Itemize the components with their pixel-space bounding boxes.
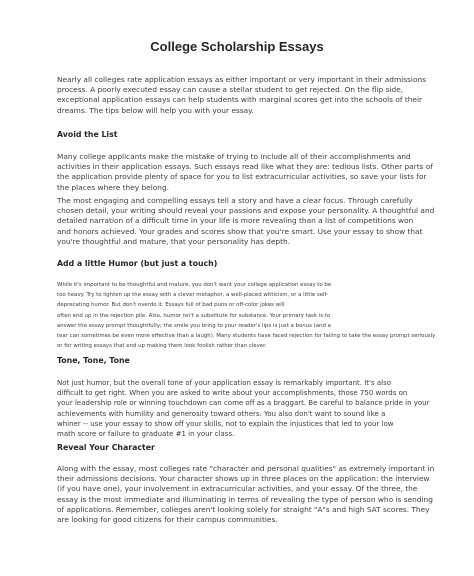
document-title: College Scholarship Essays [150, 39, 324, 54]
section-heading-tone: Tone, Tone, Tone [57, 356, 130, 365]
section-heading-humor: Add a little Humor (but just a touch) [57, 259, 218, 268]
avoid-list-paragraph-2: The most engaging and compelling essays tell a story and have a clear focus. Through carefully chosen detail, your writing should reveal your passions and expose your personality. A thoughtful and detailed narration of a difficult time in your life is more revealing than a list of competitions won and honors achieved. Your grades and scores show that you're smart. Use your essay to show that you're thoughtful and mature, that your personality has depth. [57, 196, 435, 246]
humor-paragraph: While it's important to be thoughtful and mature, you don't want your college application essay to be too heavy. Try to lighten up the essay with a clever metaphor, a well-placed witticism, or a little self- deprecating humor. But don't overdo it. Essays full of bad puns or off-color jokes will often end up in the rejection pile. Also, humor isn't a substitute for substance. Your primary task is to answer the essay prompt thoughtfully; the smile you bring to your reader's lips is just a bonus (and a tear can sometimes be even more effective than a laugh). Many students have faced rejection for failing to take the essay prompt seriously or for writing essays that end up making them look foolish rather than clever. [57, 282, 436, 350]
character-paragraph: Along with the essay, most colleges rate "character and personal qualities" as extremely important in their admissions decisions. Your character shows up in three places on the application: the interview (if you have one), your involvement in extracurricular activities, and your essay. Of the three, the essay is the most immediate and illuminating in terms of revealing the type of person who is sending of applications. Remember, colleges aren't looking solely for straight "A"s and high SAT scores. They are looking for good citizens for their campus communities. [57, 464, 435, 525]
avoid-list-paragraph-1: Many college applicants make the mistake of trying to include all of their accomplishments and activities in their application essays. Such essays read like what they are: tedious lists. Other parts of the application provide plenty of space for you to list extracurricular activities, so save your lists for the places where they belong. [57, 152, 433, 192]
intro-paragraph: Nearly all colleges rate application essays as either important or very important in their admissions process. A poorly executed essay can cause a stellar student to get rejected. On the flip side, exceptional application essays can help students with marginal scores get into the schools of their dreams. The tips below will help you with your essay. [57, 75, 427, 115]
tone-paragraph: Not just humor, but the overall tone of your application essay is remarkably important. It's also difficult to get right. When you are asked to write about your accomplishments, those 750 words on your leadership role or winning touchdown can come off as a braggart. Be careful to balance pride in your achievements with humility and generosity toward others. You also don't want to sound like a whiner -- use your essay to show off your skills, not to explain the injustices that led to your low math score or failure to graduate #1 in your class. [57, 379, 430, 439]
section-heading-avoid-list: Avoid the List [57, 130, 118, 139]
section-heading-character: Reveal Your Character [57, 443, 155, 452]
